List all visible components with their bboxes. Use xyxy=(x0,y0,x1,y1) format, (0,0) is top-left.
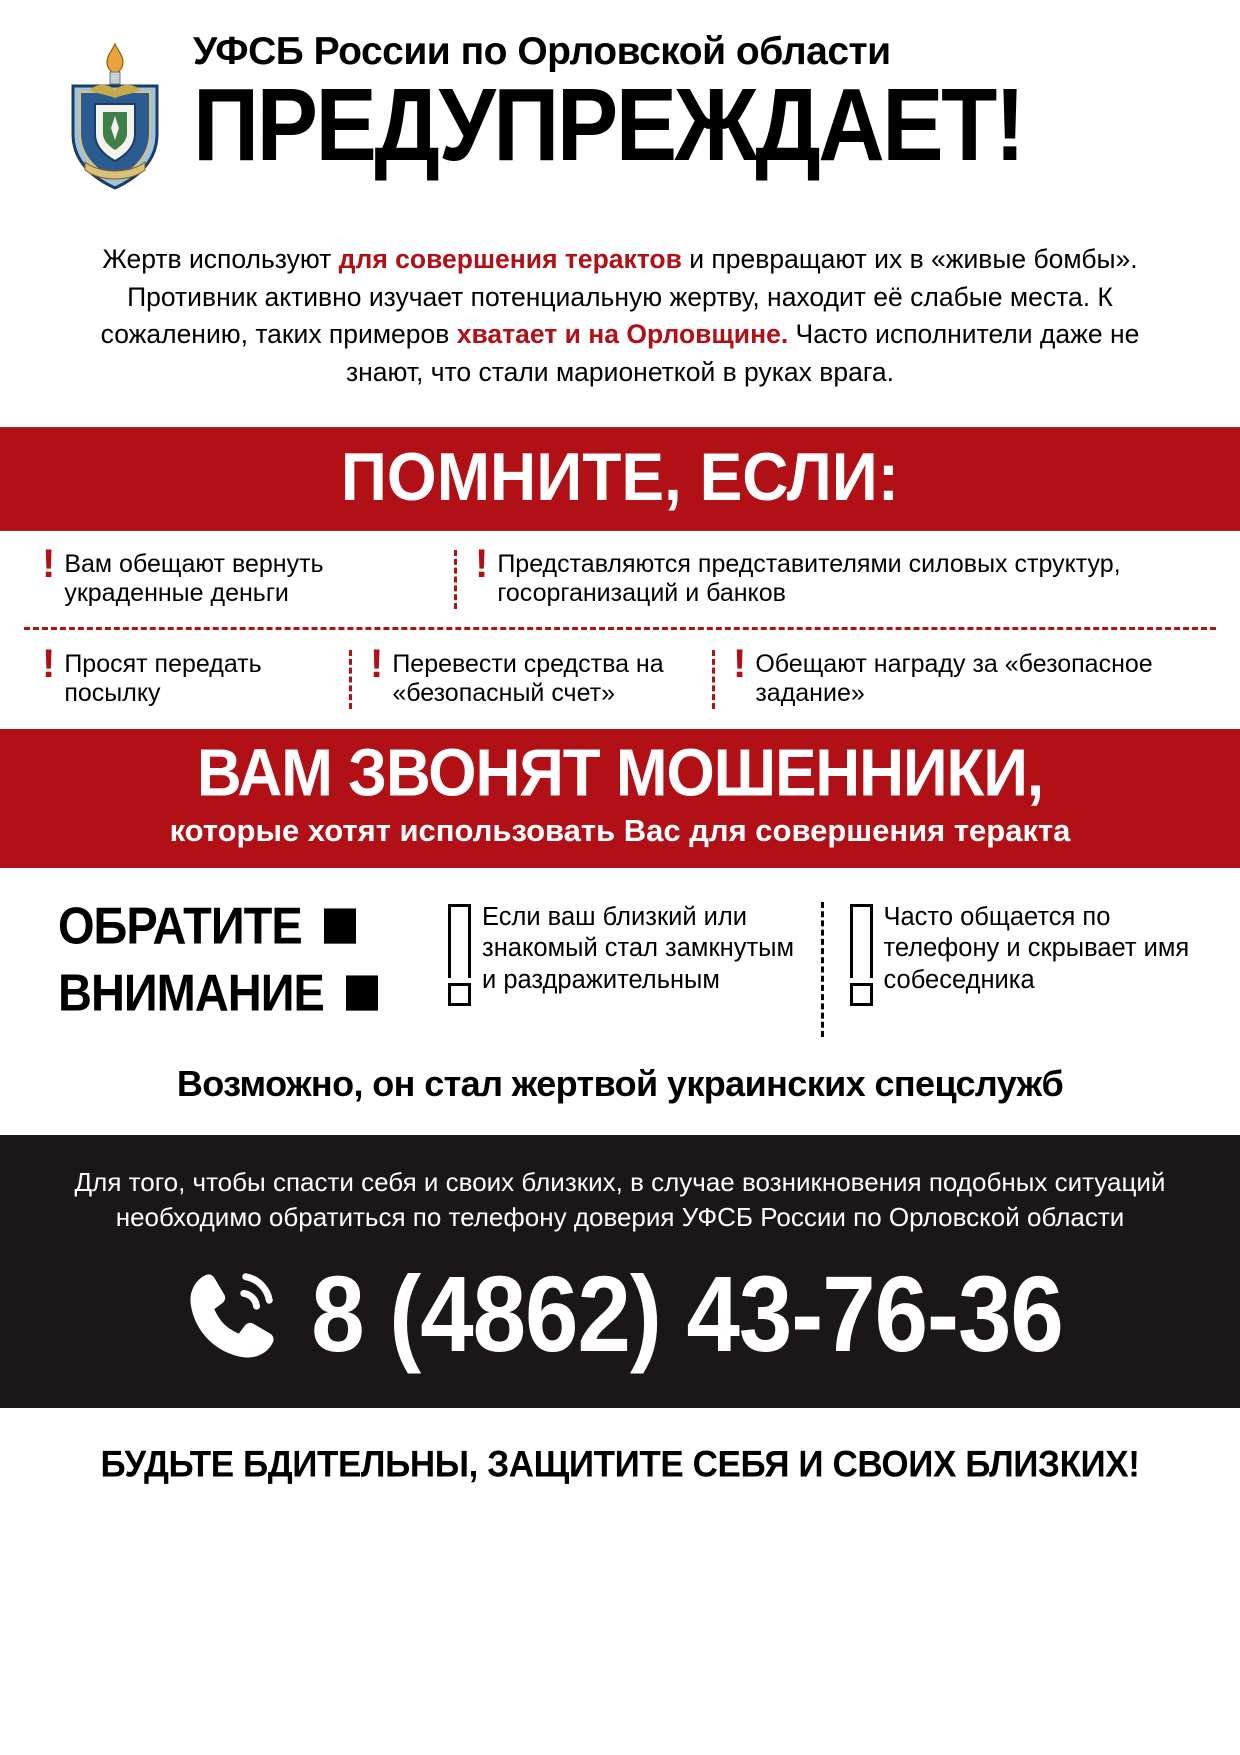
remember-sign-5-label: Обещают награду за «безопасное задание» xyxy=(755,649,1153,707)
square-bullet-icon xyxy=(324,907,356,942)
attention-item-1 xyxy=(448,902,811,1006)
phone-icon xyxy=(177,1261,285,1374)
intro-part-3: Часто исполнители даже не знают, что стали марионеткой в руках врага. xyxy=(346,319,1140,387)
remember-sign-2 xyxy=(457,541,1216,609)
remember-signs-row-1 xyxy=(24,528,1216,630)
square-bullet-icon xyxy=(346,974,378,1009)
organization-title: УФСБ России по Орловской области xyxy=(193,30,891,73)
intro-highlight-1: для совершения терактов xyxy=(338,244,682,274)
attention-title-line-2 xyxy=(58,962,448,1022)
attention-block xyxy=(0,868,1240,1037)
attention-title-line-2-label: ВНИМАНИЕ xyxy=(58,962,324,1022)
remember-sign-5 xyxy=(715,641,1216,709)
intro-highlight-2: хватает и на Орловщине. xyxy=(456,319,789,350)
contact-instruction-text: Для того, чтобы спасти себя и своих близких, в случае возникновения подобных ситуаций необходимо обратиться по телефону доверия УФСБ России по Орловской области xyxy=(74,1166,1166,1232)
remember-signs-row-2 xyxy=(24,630,1216,729)
remember-sign-1-label: Вам обещают вернуть украденные деньги xyxy=(64,549,324,607)
checkbox-icon xyxy=(850,983,873,1006)
phone-row xyxy=(60,1254,1180,1375)
checkbox-group xyxy=(448,902,471,1006)
remember-sign-4-label: Перевести средства на «безопасный счет» xyxy=(392,649,664,707)
attention-item-2 xyxy=(850,902,1213,1006)
exclamation-icon: ! xyxy=(42,641,56,686)
scammers-banner xyxy=(0,729,1240,868)
header-text xyxy=(175,30,1200,183)
attention-title-line-1-label: ОБРАТИТЕ xyxy=(58,895,302,955)
warning-title: ПРЕДУПРЕЖДАЕТ! xyxy=(193,68,1023,183)
intro-part-1: Жертв используют xyxy=(102,244,339,274)
remember-sign-4 xyxy=(352,641,712,709)
vertical-dashed-divider xyxy=(821,902,824,1037)
checkbox-icon xyxy=(448,904,471,978)
scammers-banner-line-2: которые хотят использовать Вас для совершения теракта xyxy=(169,812,1071,848)
remember-banner: ПОМНИТЕ, ЕСЛИ: xyxy=(0,427,1240,531)
attention-title xyxy=(58,895,448,1022)
remember-sign-1 xyxy=(24,541,454,609)
intro-part-2: и превращают их в «живые бомбы». Противник активно изучает потенциальную жертву, находит её слабые места. К сожалению, таких примеров xyxy=(100,244,1138,350)
attention-item-2-label: Часто общается по телефону и скрывает имя собеседника xyxy=(883,902,1190,995)
exclamation-icon: ! xyxy=(733,641,747,686)
attention-item-1-label: Если ваш близкий или знакомый стал замкнутым и раздражительным xyxy=(482,902,794,995)
scammers-banner-line-1: ВАМ ЗВОНЯТ МОШЕННИКИ, xyxy=(196,736,1044,810)
checkbox-icon xyxy=(448,983,471,1006)
exclamation-icon: ! xyxy=(475,541,489,586)
remember-sign-2-label: Представляются представителями силовых структур, госорганизаций и банков xyxy=(497,549,1121,607)
contact-block xyxy=(0,1135,1240,1408)
intro-paragraph xyxy=(70,241,1170,392)
remember-signs-list xyxy=(0,528,1240,729)
checkbox-icon xyxy=(850,904,873,978)
footer-slogan: БУДЬТЕ БДИТЕЛЬНЫ, ЗАЩИТИТЕ СЕБЯ И СВОИХ БЛИЗКИХ! xyxy=(100,1443,1140,1485)
fsb-emblem xyxy=(55,42,175,197)
checkbox-group xyxy=(850,902,873,1006)
poster-header xyxy=(0,0,1240,197)
hotline-phone-number[interactable]: 8 (4862) 43-76-36 xyxy=(311,1254,1063,1375)
exclamation-icon: ! xyxy=(42,541,56,586)
attention-title-line-1 xyxy=(58,895,448,955)
exclamation-icon: ! xyxy=(370,641,384,686)
remember-sign-3 xyxy=(24,641,349,709)
attention-conclusion: Возможно, он стал жертвой украинских спецслужб xyxy=(176,1062,1064,1104)
remember-sign-3-label: Просят передать посылку xyxy=(64,649,262,707)
